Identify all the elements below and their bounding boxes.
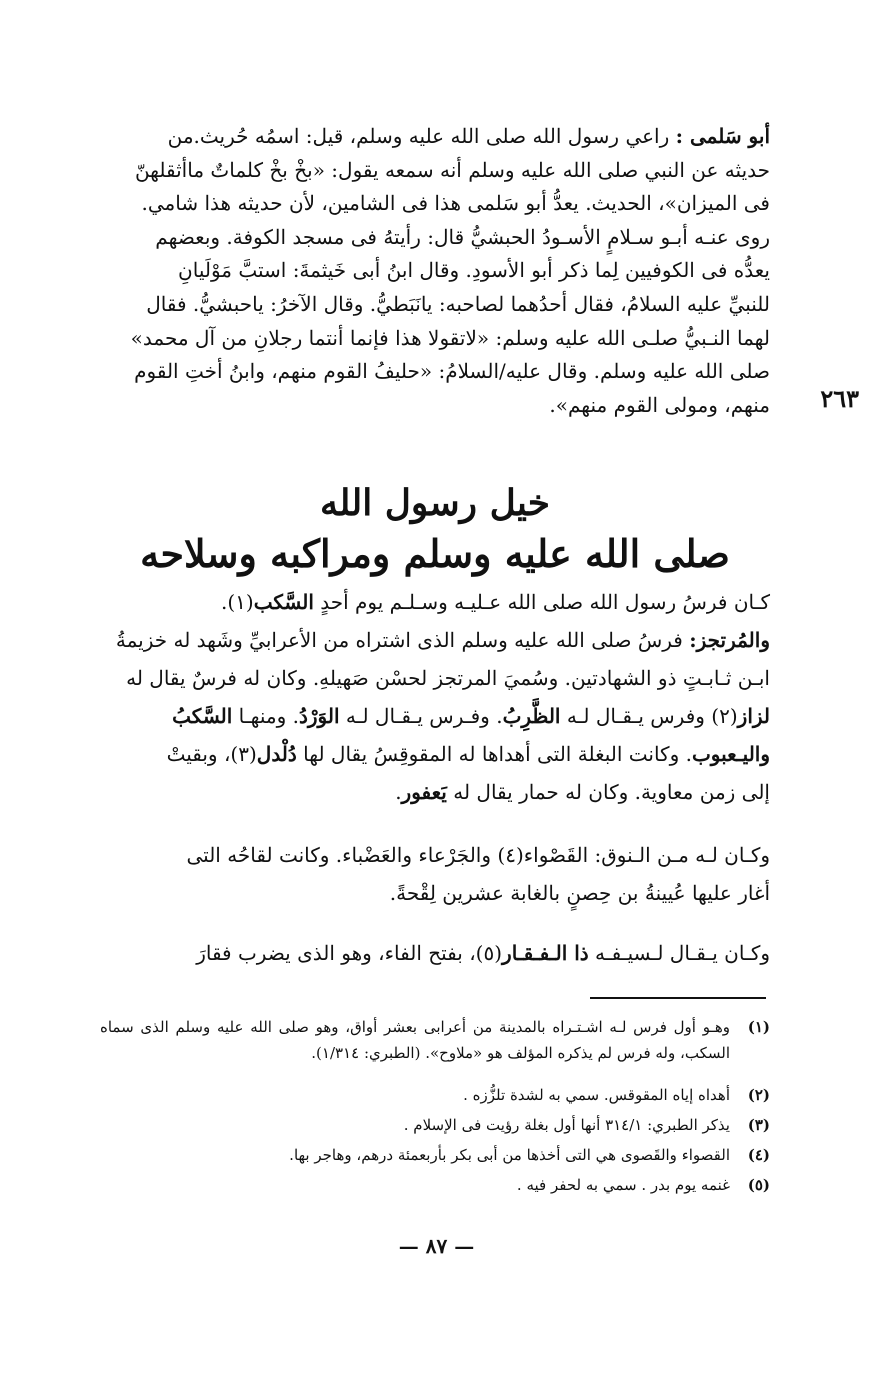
margin-number: ٢٦٣ — [820, 384, 859, 413]
entry-line-7: لهما النـبيُّ صلـى الله عليه وسلم: «لاتقولا هذا فإنما أنتما رجلانِ من آل محمد» — [130, 325, 770, 350]
footnote-5 — [100, 1172, 770, 1198]
entry-line-2: حديثه عن النبي صلى الله عليه وسلم أنه سمعه يقول: «بخْ بخْ كلماتٌ ماأثقلهنّ — [134, 157, 770, 182]
footnote-3 — [100, 1112, 770, 1138]
entry-line-4: روى عنـه أبـو سـلامٍ الأسـودُ الحبشيُّ قال: رأيتهُ فى مسجد الكوفة. وبعضهم — [155, 224, 770, 249]
footnote-number: (٥) — [747, 1176, 770, 1194]
entry-line-9: منهم، ومولى القوم منهم». — [549, 392, 770, 417]
footnote-number: (٢) — [747, 1086, 770, 1104]
entry-abu-salma — [100, 120, 770, 422]
section-horses — [100, 583, 770, 811]
footnote-text: يذكر الطبري: ٣١٤/١ أنها أول بغلة رؤيت فى الإسلام . — [403, 1116, 730, 1134]
horses-line-3: ابـن ثـابـتٍ ذو الشهادتين. وسُميَ المرتجز لحسْن صَهيلهِ. وكان له فرسٌ يقال له — [126, 666, 770, 690]
horses-line-2: والمُرتجز: فرسُ صلى الله عليه وسلم الذى اشتراه من الأعرابيِّ وشَهد له خزيمةُ — [115, 628, 770, 652]
section-camels — [100, 836, 770, 912]
footnote-text: غنمه يوم بدر . سمي به لحفر فيه . — [516, 1176, 730, 1194]
section-sword — [100, 934, 770, 972]
entry-line-1: أبو سَلمى : راعي رسول الله صلى الله عليه وسلم، قيل: اسمُه حُريث.من — [167, 124, 770, 148]
footnote-2 — [100, 1082, 770, 1108]
camels-line-1: وكـان لـه مـن الـنوق: القَصْواء(٤) والجَرْعاء والعَضْباء. وكانت لقاحُه التى — [186, 843, 770, 867]
footnote-text: أهداه إياه المقوقس. سمي به لشدة تلزُّزه . — [463, 1086, 730, 1104]
entry-line-6: للنبيِّ عليه السلامُ، فقال أحدُهما لصاحبه: يانَبَطيُّ. وقال الآخرُ: ياحبشيُّ. فقال — [146, 291, 770, 316]
camels-line-2: أغار عليها عُيينةُ بن حِصنٍ بالغابة عشرين لِقْحةً. — [389, 881, 770, 905]
horses-line-1: كـان فرسُ رسول الله صلى الله عـليـه وسـلـم يوم أحدٍ السَّكب(١). — [220, 590, 770, 614]
horses-line-4: لزاز(٢) وفرس يـقـال لـه الظَّرِبُ. وفـرس يـقـال لـه الوَرْدُ. ومنهـا السَّكبُ — [172, 704, 770, 728]
entry-name: أبو سَلمى : — [675, 124, 770, 148]
footnote-1 — [100, 1014, 770, 1066]
entry-line-3: فى الميزان»، الحديث. يعدُّ أبو سَلمى هذا فى الشامين، لأن حديثه هذا شامي. — [141, 191, 770, 216]
horses-line-6: إلى زمن معاوية. وكان له حمار يقال له يَعفور. — [395, 780, 770, 804]
section-heading-line-2: صلى الله عليه وسلم ومراكبه وسلاحه — [140, 531, 730, 576]
footnote-text: وهـو أول فرس لـه اشـتـراه بالمدينة من أعرابى بعشر أواق، وهو صلى الله عليه وسلم الذى سماه السكب، وله فرس لم يذكره المؤلف هو «ملاوح». (الطبري: ١/٣١٤). — [100, 1018, 730, 1062]
footnote-number: (٣) — [747, 1116, 770, 1134]
entry-line-5: يعدُّه فى الكوفيين لِما ذكر أبو الأسودِ. وقال ابنُ أبى خَيثمةَ: استبَّ مَوْلَيانِ — [178, 258, 770, 283]
footnote-separator — [590, 997, 766, 999]
sword-line-1: وكـان يـقـال لـسيـفـه ذا الـفـقـار(٥)، بفتح الفاء، وهو الذى يضرب فقارَ — [196, 941, 770, 965]
footnote-4 — [100, 1142, 770, 1168]
footnote-text: القصواء والقَصوى هي التى أخذها من أبى بكر بأربعمئة درهم، وهاجر بها. — [289, 1146, 730, 1164]
horses-line-5: واليـعبوب. وكانت البغلة التى أهداها له المقوقِسُ يقال لها دُلْدل(٣)، وبقيتْ — [166, 742, 770, 766]
footnotes — [100, 1014, 770, 1198]
page-number: — ٨٧ — — [398, 1234, 475, 1258]
entry-line-8: صلى الله عليه وسلم. وقال عليه/السلامُ: «حليفُ القوم منهم، وابنُ أختِ القوم — [134, 359, 770, 384]
footnote-number: (١) — [747, 1018, 770, 1036]
footnote-number: (٤) — [747, 1146, 770, 1164]
section-heading-line-1: خيل رسول الله — [320, 482, 550, 524]
